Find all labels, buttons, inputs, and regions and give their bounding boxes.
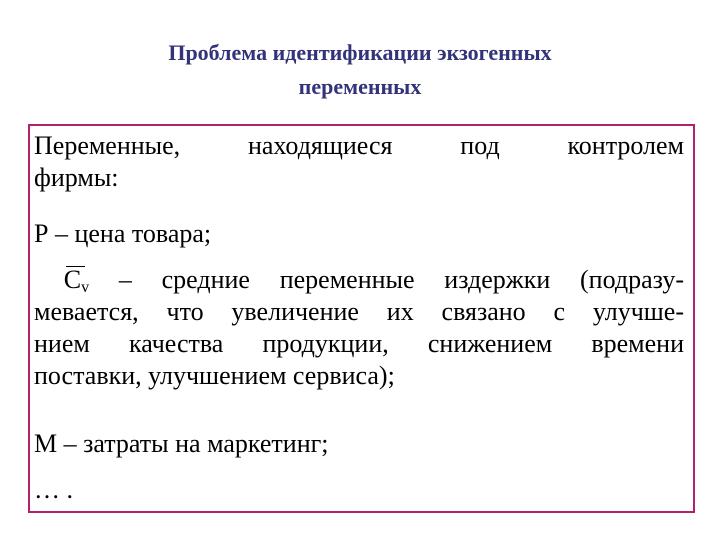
cv-subscript: v xyxy=(81,279,90,296)
cv-line-4: поставки, улучшением сервиса); xyxy=(34,361,395,390)
marketing-item xyxy=(34,428,684,460)
cv-paragraph xyxy=(34,264,684,392)
cv-line-3: нием качества продукции, снижением времени xyxy=(34,329,684,358)
marketing-item-text: М – затраты на маркетинг; xyxy=(34,429,329,458)
slide-title xyxy=(40,36,680,104)
slide-title-line-1: Проблема идентификации экзогенных xyxy=(168,40,552,65)
intro-line-2: фирмы: xyxy=(34,163,119,192)
cv-line-1-text: – средние переменные издержки (подразу- xyxy=(89,265,684,294)
price-item xyxy=(34,218,684,250)
slide-title-line-2: переменных xyxy=(298,74,422,99)
price-item-text: Р – цена товара; xyxy=(34,219,212,248)
ellipsis-item xyxy=(34,474,684,506)
intro-paragraph xyxy=(34,130,684,194)
intro-line-1: Переменные, находящиеся под контролем xyxy=(34,131,684,160)
cv-symbol: $C_v$ xyxy=(63,265,90,296)
cv-line-2: мевается, что увеличение их связано с улучше- xyxy=(34,297,684,326)
ellipsis-text: … . xyxy=(34,475,73,504)
cv-line-1 xyxy=(34,264,684,296)
